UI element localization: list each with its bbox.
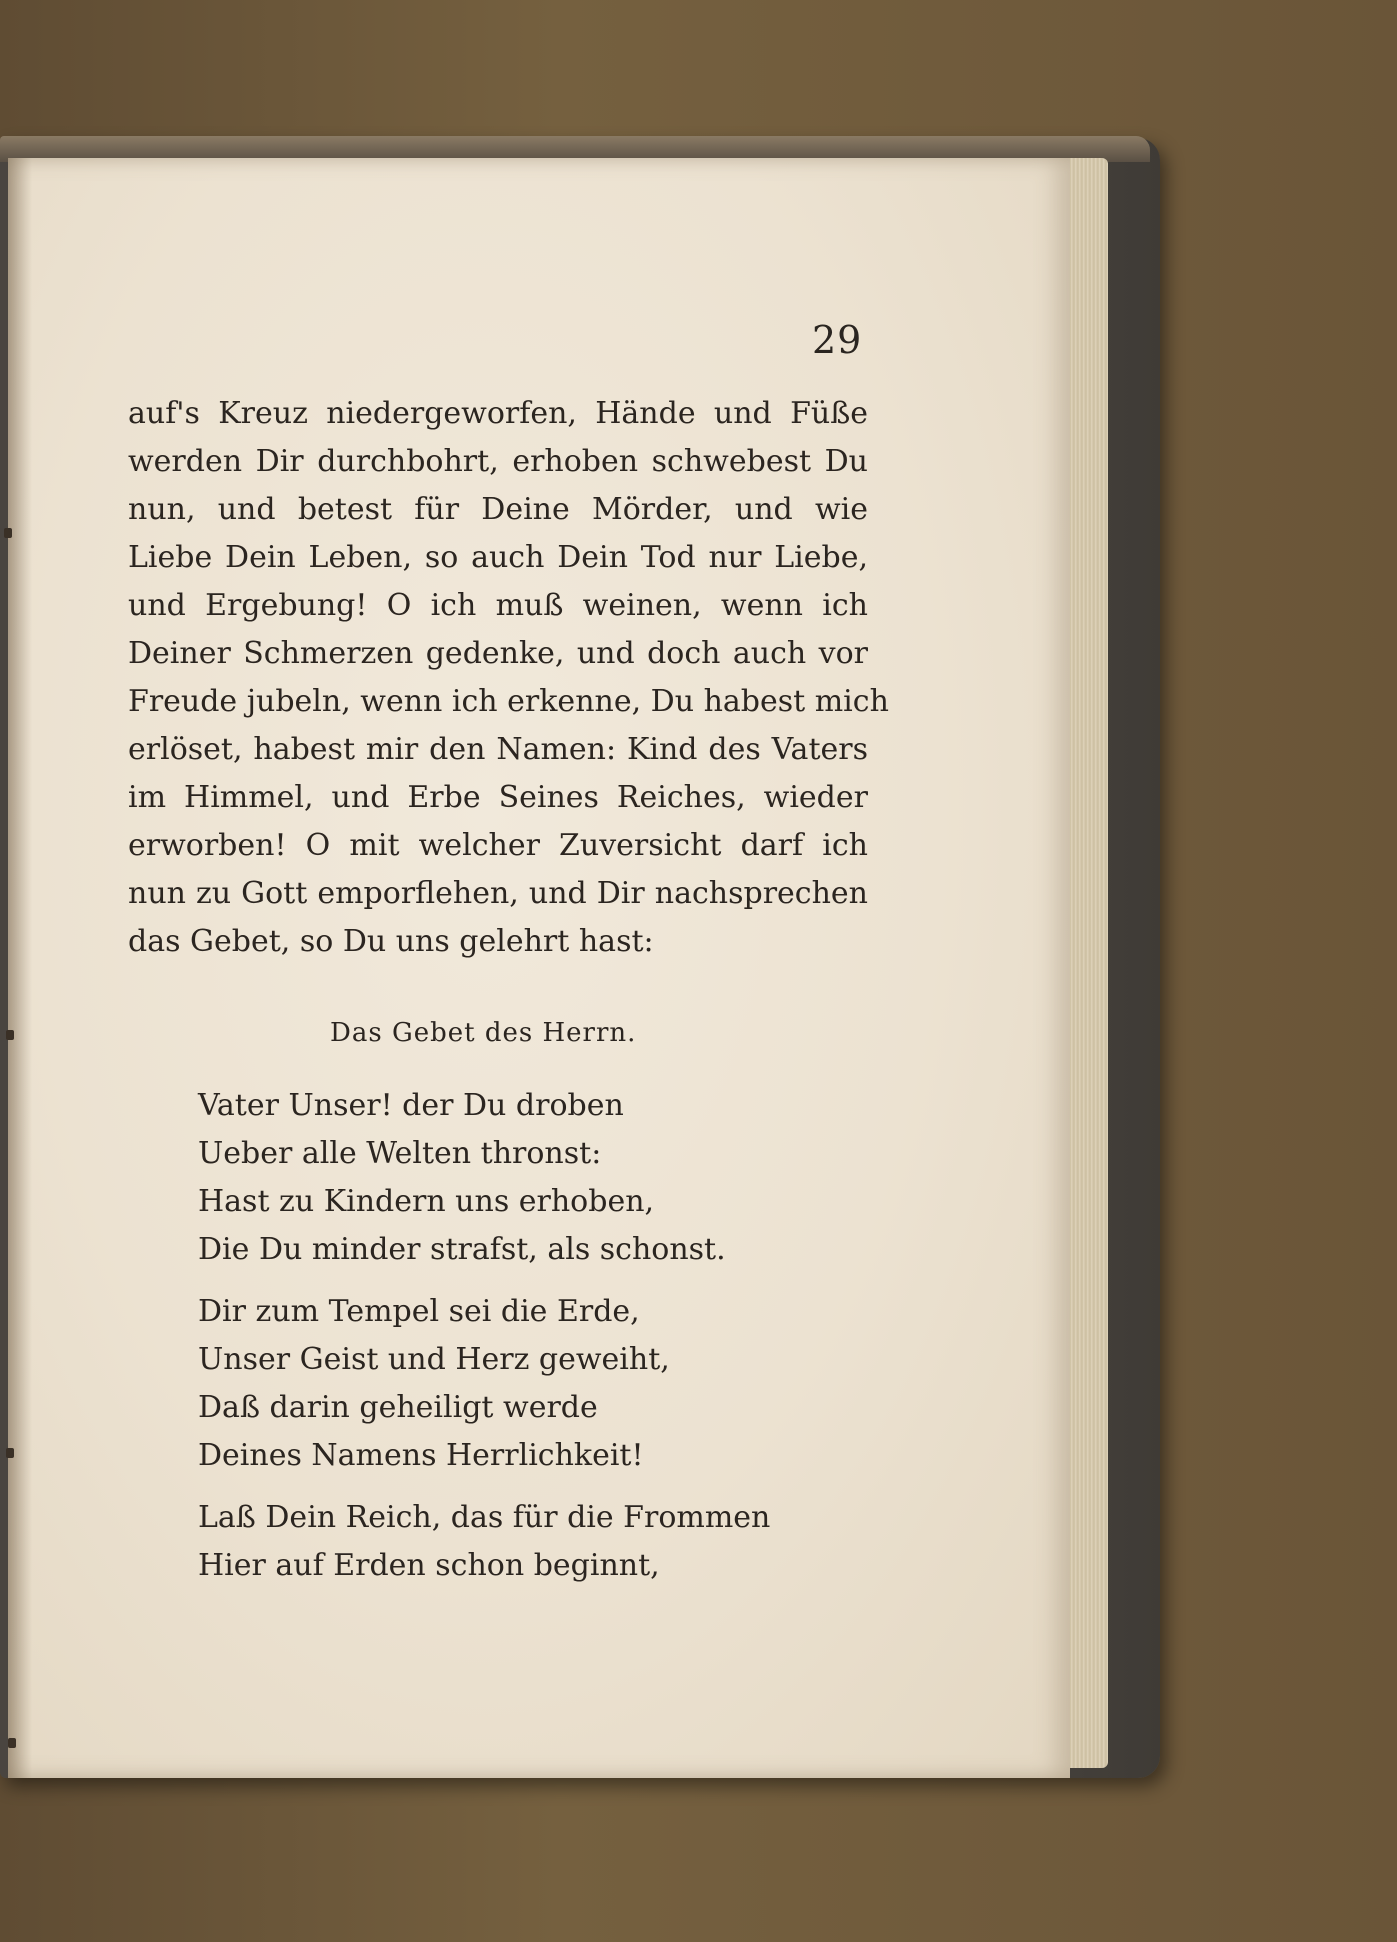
poem-line: Dir zum Tempel sei die Erde, — [198, 1294, 640, 1329]
poem-stanza — [198, 1288, 770, 1480]
poem-line: Hier auf Erden schon beginnt, — [198, 1548, 660, 1583]
prose-paragraph — [128, 390, 889, 966]
margin-mark — [6, 1030, 14, 1040]
poem-stanza — [198, 1082, 770, 1274]
poem-stanza — [198, 1494, 770, 1590]
margin-mark — [8, 1738, 16, 1748]
poem-line: Ueber alle Welten thronst: — [198, 1136, 602, 1171]
prose-line: Freude jubeln, wenn ich erkenne, Du habest mich — [128, 684, 889, 719]
prose-line: erlöset, habest mir den Namen: Kind des Vaters — [128, 732, 868, 767]
prose-line: Deiner Schmerzen gedenke, und doch auch vor — [128, 636, 868, 671]
poem — [198, 1082, 770, 1604]
poem-heading: Das Gebet des Herrn. — [330, 1018, 637, 1048]
prose-line: und Ergebung! O ich muß weinen, wenn ich — [128, 588, 868, 623]
poem-line: Hast zu Kindern uns erhoben, — [198, 1184, 655, 1219]
margin-mark — [4, 528, 12, 538]
poem-line: Daß darin geheiligt werde — [198, 1390, 598, 1425]
prose-line: nun, und betest für Deine Mörder, und wie — [128, 492, 868, 527]
prose-line: auf's Kreuz niedergeworfen, Hände und Füße — [128, 396, 868, 431]
poem-line: Deines Namens Herrlichkeit! — [198, 1438, 644, 1473]
margin-mark — [6, 1448, 14, 1458]
poem-line: Vater Unser! der Du droben — [198, 1088, 624, 1123]
prose-line: im Himmel, und Erbe Seines Reiches, wieder — [128, 780, 868, 815]
prose-line: erworben! O mit welcher Zuversicht darf ich — [128, 828, 868, 863]
prose-line: werden Dir durchbohrt, erhoben schwebest Du — [128, 444, 868, 479]
prose-line: Liebe Dein Leben, so auch Dein Tod nur Liebe, — [128, 540, 868, 575]
page-number: 29 — [812, 318, 863, 362]
prose-line: nun zu Gott emporflehen, und Dir nachsprechen — [128, 876, 868, 911]
gutter-shadow — [8, 158, 32, 1778]
poem-line: Unser Geist und Herz geweiht, — [198, 1342, 670, 1377]
poem-line: Die Du minder strafst, als schonst. — [198, 1232, 726, 1267]
poem-line: Laß Dein Reich, das für die Frommen — [198, 1500, 771, 1535]
prose-line-last: das Gebet, so Du uns gelehrt hast: — [128, 924, 654, 959]
